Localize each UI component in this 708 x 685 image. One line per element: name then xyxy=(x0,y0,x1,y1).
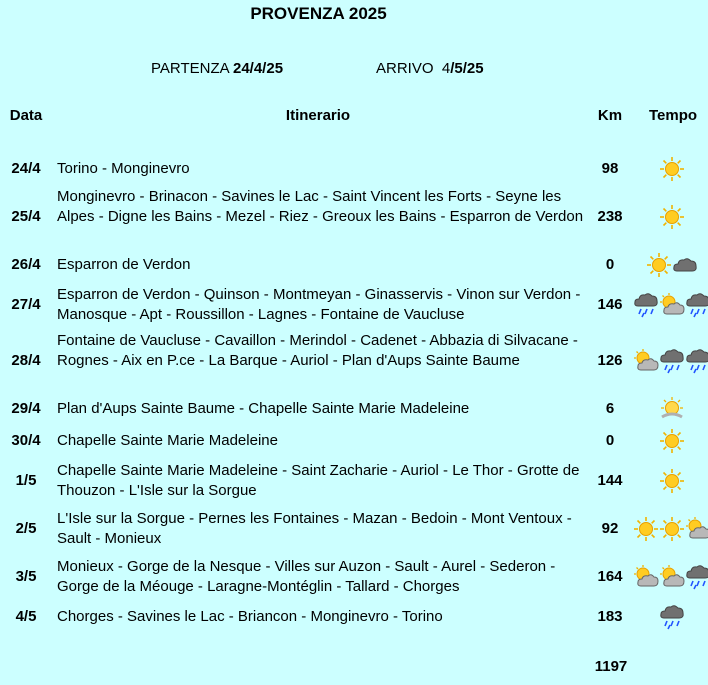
row-date: 2/5 xyxy=(15,520,37,537)
row-itinerary: Plan d'Aups Sainte Baume - Chapelle Sainte Marie Madeleine xyxy=(57,400,470,417)
row-weather xyxy=(635,154,708,184)
row-km: 183 xyxy=(597,608,623,625)
departure-label: PARTENZA xyxy=(151,60,229,77)
header-km: Km xyxy=(597,107,623,124)
sun-icon xyxy=(659,428,685,454)
row-date: 29/4 xyxy=(11,400,41,417)
row-itinerary: Esparron de Verdon xyxy=(57,256,191,273)
table-row xyxy=(0,187,708,247)
rain-icon xyxy=(659,604,685,630)
row-weather xyxy=(635,394,708,424)
sun-cloud-icon xyxy=(659,565,685,589)
row-date: 27/4 xyxy=(11,296,41,313)
rain-icon xyxy=(685,564,708,590)
sun-cloud-icon xyxy=(633,349,659,373)
row-km: 126 xyxy=(597,352,623,369)
row-itinerary: Fontaine de Vaucluse - Cavaillon - Merindol - Cadenet - Abbazia di Silvacane - Rognes - Aix en P.ce - La Barque - Auriol - Plan d'Aups Sainte Baume xyxy=(57,332,578,369)
row-weather xyxy=(635,426,708,456)
table-row xyxy=(0,331,708,391)
row-km: 238 xyxy=(597,208,623,225)
arrival-label: ARRIVO xyxy=(376,60,434,77)
row-weather xyxy=(635,290,708,320)
header-weather: Tempo xyxy=(648,107,698,124)
row-date: 1/5 xyxy=(15,472,37,489)
table-row xyxy=(0,509,708,549)
row-weather xyxy=(635,602,708,632)
row-weather xyxy=(635,562,708,592)
cloud-icon xyxy=(672,255,698,275)
row-date: 24/4 xyxy=(11,160,41,177)
total-km: 1197 xyxy=(594,658,628,675)
row-date: 26/4 xyxy=(11,256,41,273)
rain-icon xyxy=(659,348,685,374)
row-itinerary: Monieux - Gorge de la Nesque - Villes sur Auzon - Sault - Aurel - Sederon - Gorge de la Méouge - Laragne-Montéglin - Tallard - Chorges xyxy=(57,558,556,595)
table-row xyxy=(0,431,708,451)
row-km: 6 xyxy=(605,400,615,417)
table-row xyxy=(0,159,708,179)
rain-icon xyxy=(633,292,659,318)
row-weather xyxy=(635,346,708,376)
row-km: 144 xyxy=(597,472,623,489)
row-itinerary: Monginevro - Brinacon - Savines le Lac - Saint Vincent les Forts - Seyne les Alpes - Digne les Bains - Mezel - Riez - Greoux les Bains - Esparron de Verdon xyxy=(57,188,584,225)
sun-icon xyxy=(633,516,659,542)
sun-cloud-icon xyxy=(633,565,659,589)
departure-date: 24/4/25 xyxy=(232,60,284,77)
sun-cloud-icon xyxy=(659,293,685,317)
departure xyxy=(151,60,283,77)
row-km: 146 xyxy=(597,296,623,313)
table-row xyxy=(0,255,708,275)
row-date: 28/4 xyxy=(11,352,41,369)
sun-icon xyxy=(659,516,685,542)
rain-icon xyxy=(685,292,708,318)
row-km: 164 xyxy=(597,568,623,585)
arrival-day: 4 xyxy=(441,60,451,77)
row-weather xyxy=(635,466,708,496)
page-title: PROVENZA 2025 xyxy=(250,4,387,23)
row-km: 0 xyxy=(605,256,615,273)
sun-haze-icon xyxy=(659,397,685,421)
row-km: 0 xyxy=(605,432,615,449)
rain-icon xyxy=(685,348,708,374)
row-itinerary: L'Isle sur la Sorgue - Pernes les Fontaines - Mazan - Bedoin - Mont Ventoux - Sault - Monieux xyxy=(57,510,572,547)
header-itinerary: Itinerario xyxy=(285,107,351,124)
table-row xyxy=(0,285,708,325)
arrival xyxy=(376,60,484,77)
row-weather xyxy=(635,250,708,280)
sun-cloud-icon xyxy=(685,517,708,541)
sun-icon xyxy=(659,156,685,182)
sun-icon xyxy=(659,204,685,230)
table-row xyxy=(0,557,708,597)
arrival-date: /5/25 xyxy=(450,60,484,77)
row-date: 25/4 xyxy=(11,208,41,225)
row-itinerary: Chapelle Sainte Marie Madeleine - Saint Zacharie - Auriol - Le Thor - Grotte de Thouzon - L'Isle sur la Sorgue xyxy=(57,462,580,499)
row-km: 92 xyxy=(601,520,619,537)
row-date: 30/4 xyxy=(11,432,41,449)
row-weather xyxy=(635,514,708,544)
row-date: 3/5 xyxy=(15,568,37,585)
row-weather xyxy=(635,202,708,232)
table-row xyxy=(0,399,708,419)
table-row xyxy=(0,607,708,627)
row-itinerary: Chorges - Savines le Lac - Briancon - Monginevro - Torino xyxy=(57,608,443,625)
row-km: 98 xyxy=(601,160,619,177)
row-itinerary: Esparron de Verdon - Quinson - Montmeyan - Ginasservis - Vinon sur Verdon - Manosque - Apt - Roussillon - Lagnes - Fontaine de Vaucluse xyxy=(57,286,581,323)
row-date: 4/5 xyxy=(15,608,37,625)
row-itinerary: Torino - Monginevro xyxy=(57,160,190,177)
table-row xyxy=(0,461,708,501)
row-itinerary: Chapelle Sainte Marie Madeleine xyxy=(57,432,278,449)
sun-icon xyxy=(646,252,672,278)
header-date: Data xyxy=(9,107,43,124)
sun-icon xyxy=(659,468,685,494)
